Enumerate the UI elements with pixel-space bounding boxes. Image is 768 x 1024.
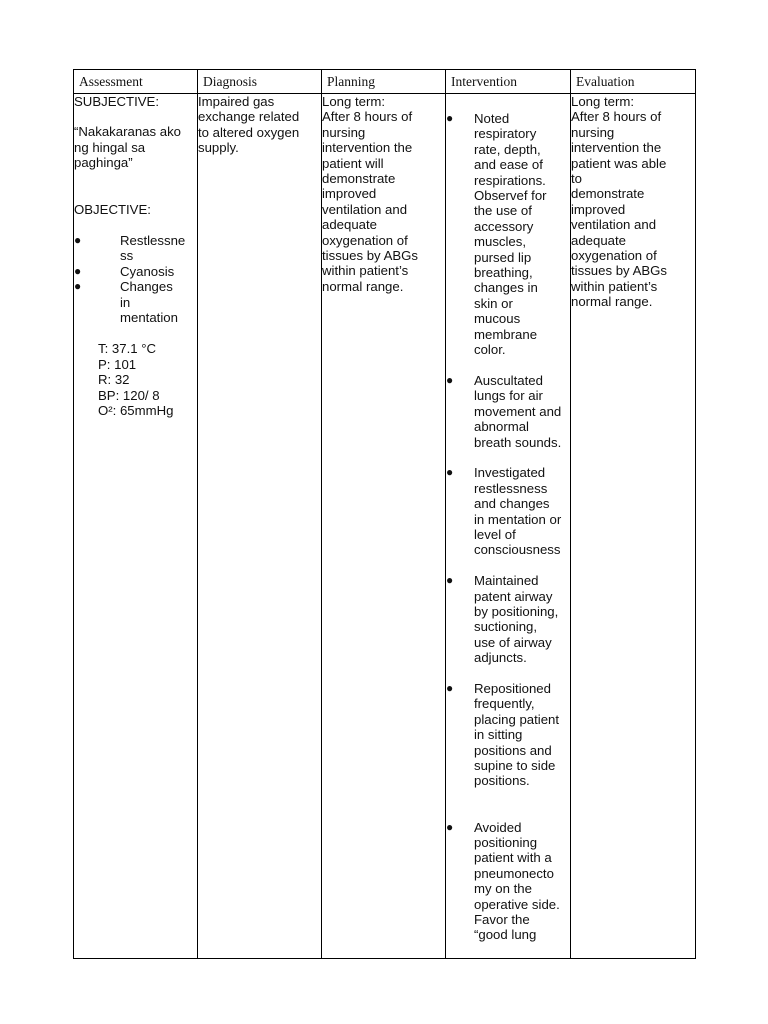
list-item: ● Changes in mentation	[74, 279, 178, 326]
list-item: ● Restlessne ss	[74, 233, 186, 264]
objective-label: OBJECTIVE:	[74, 201, 151, 217]
table-body-row	[74, 94, 696, 959]
bullet-icon: ●	[74, 263, 82, 278]
bullet-icon: ●	[446, 111, 454, 125]
list-item: ● Maintained patent airway by positioning, suctioning, use of airway adjuncts.	[446, 573, 559, 666]
intervention-list	[446, 111, 570, 943]
list-item: ● Noted respiratory rate, depth, and ease of respirations. Observef for the use of accessory muscles, pursed lip breathing, changes in skin or mucous membrane color.	[446, 111, 547, 358]
bullet-icon: ●	[446, 372, 454, 387]
header-assessment: Assessment	[74, 70, 198, 94]
planning-text: Long term: After 8 hours of nursing intervention the patient will demonstrate improved ventilation and adequate oxygenation of tissues by ABGs within patient’s normal range.	[322, 94, 419, 294]
list-item: ● Repositioned frequently, placing patient in sitting positions and supine to side positions.	[446, 680, 560, 789]
diagnosis-text: Impaired gas exchange related to altered oxygen supply.	[198, 94, 300, 156]
bullet-icon: ●	[446, 465, 454, 480]
diagnosis-cell	[198, 94, 322, 959]
list-item: ● Cyanosis	[74, 263, 175, 279]
planning-cell	[322, 94, 446, 959]
subjective-label: SUBJECTIVE:	[74, 94, 160, 109]
subjective-quote: “Nakakaranas ako ng hingal sa paghinga”	[74, 124, 182, 171]
list-item: ● Investigated restlessness and changes in mentation or level of consciousness	[446, 465, 562, 558]
objective-list	[74, 233, 197, 325]
list-item: ● Avoided positioning patient with a pneumonecto my on the operative side. Favor the “good lung	[446, 819, 560, 943]
list-item: ● Auscultated lungs for air movement and abnormal breath sounds.	[446, 372, 562, 450]
header-diagnosis: Diagnosis	[198, 70, 322, 94]
bullet-icon: ●	[446, 819, 454, 834]
assessment-cell	[74, 94, 198, 959]
intervention-cell	[446, 94, 571, 959]
nursing-care-plan-table	[73, 69, 696, 959]
table-header-row	[74, 70, 696, 94]
evaluation-cell	[571, 94, 696, 959]
evaluation-text: Long term: After 8 hours of nursing intervention the patient was able to demonstrate improved ventilation and adequate oxygenation of tissues by ABGs within patient’s normal range.	[571, 94, 668, 310]
header-planning: Planning	[322, 70, 446, 94]
bullet-icon: ●	[446, 573, 454, 588]
header-intervention: Intervention	[446, 70, 571, 94]
bullet-icon: ●	[446, 680, 454, 695]
header-evaluation: Evaluation	[571, 70, 696, 94]
bullet-icon: ●	[74, 233, 82, 248]
vital-signs: T: 37.1 °C P: 101 R: 32 BP: 120/ 8 O²: 65mmHg	[98, 341, 174, 419]
bullet-icon: ●	[74, 279, 82, 294]
